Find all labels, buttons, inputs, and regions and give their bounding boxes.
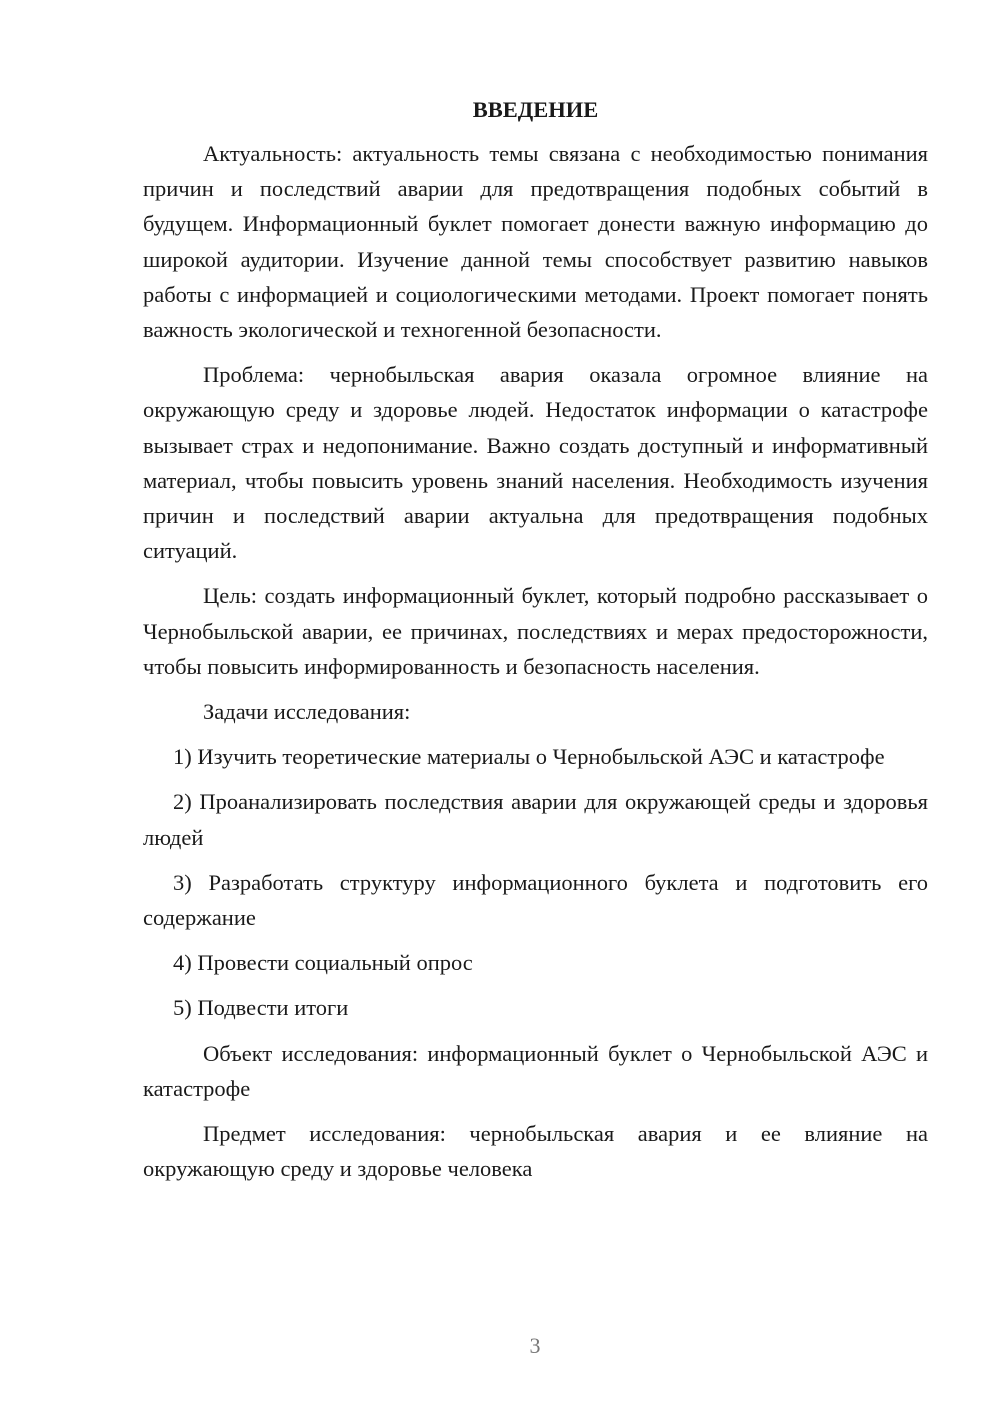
document-page bbox=[143, 92, 928, 1196]
list-item: 4) Провести социальный опрос bbox=[173, 950, 473, 976]
relevance-paragraph: Актуальность: актуальность темы связана с необходимостью понимания причин и последствий аварии для предотвращения подобных событий в будущем. Информационный буклет помогает донести важную информацию до широкой аудитории. Изучение данной темы способствует развитию навыков работы с информацией и социологическими методами. Проект помогает понять важность экологической и техногенной безопасности. bbox=[143, 141, 928, 343]
list-item: 3) Разработать структуру информационного буклета и подготовить его содержание bbox=[143, 869, 928, 931]
subject-paragraph: Предмет исследования: чернобыльская авария и ее влияние на окружающую среду и здоровье человека bbox=[143, 1121, 928, 1182]
page-title: ВВЕДЕНИЕ bbox=[472, 97, 599, 122]
tasks-list bbox=[143, 739, 928, 1025]
page-number: 3 bbox=[529, 1333, 541, 1358]
object-paragraph: Объект исследования: информационный буклет о Чернобыльской АЭС и катастрофе bbox=[143, 1040, 928, 1101]
goal-paragraph: Цель: создать информационный буклет, который подробно рассказывает о Чернобыльской аварии, ее причинах, последствиях и мерах предосторожности, чтобы повысить информированность и безопасность населения. bbox=[143, 583, 928, 679]
problem-paragraph: Проблема: чернобыльская авария оказала огромное влияние на окружающую среду и здоровье людей. Недостаток информации о катастрофе вызывает страх и недопонимание. Важно создать доступный и информативный материал, чтобы повысить уровень знаний населения. Необходимость изучения причин и последствий аварии актуальна для предотвращения подобных ситуаций. bbox=[143, 362, 928, 564]
list-item: 2) Проанализировать последствия аварии для окружающей среды и здоровья людей bbox=[143, 789, 928, 850]
tasks-heading: Задачи исследования: bbox=[203, 699, 411, 725]
list-item: 5) Подвести итоги bbox=[173, 995, 349, 1021]
list-item: 1) Изучить теоретические материалы о Чернобыльской АЭС и катастрофе bbox=[173, 744, 885, 770]
